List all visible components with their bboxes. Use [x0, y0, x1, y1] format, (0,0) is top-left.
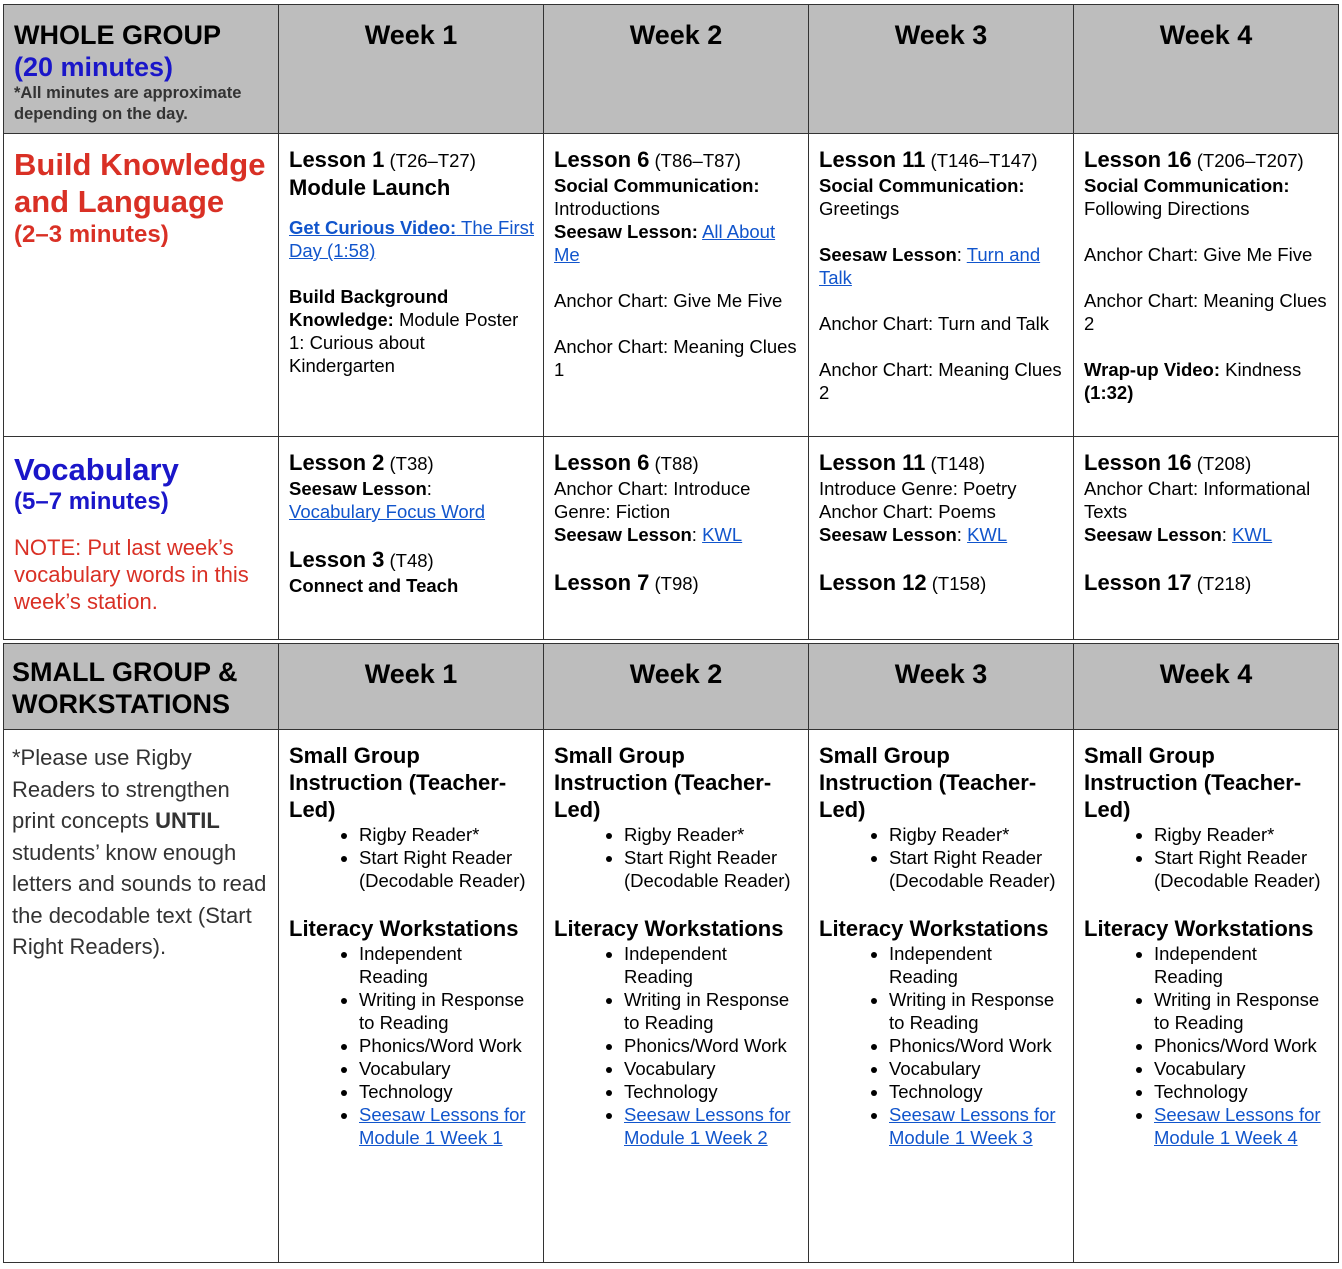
lesson-title: Lesson 12: [819, 570, 927, 595]
seesaw-label: Seesaw Lesson: [554, 524, 692, 545]
list-item: • Phonics/Word Work: [889, 1034, 1064, 1057]
literacy-workstations-title: Literacy Workstations: [819, 916, 1049, 941]
list-item: • Technology: [359, 1080, 534, 1103]
anchor-chart: Anchor Chart: Turn and Talk: [819, 313, 1050, 334]
whole-group-header: [4, 5, 279, 134]
small-group-week-1: [279, 730, 544, 1263]
lesson-title: Lesson 7: [554, 570, 650, 595]
kwl-link[interactable]: KWL: [967, 524, 1008, 545]
social-communication-label: Social Communication:: [554, 175, 760, 196]
anchor-chart: Anchor Chart: Introduce Genre: Fiction: [554, 478, 751, 522]
list-item: • Writing in Response to Reading: [624, 988, 799, 1034]
lesson-pages: (T218): [1191, 573, 1252, 594]
lesson-pages: (T38): [384, 453, 434, 474]
kwl-link[interactable]: KWL: [702, 524, 743, 545]
seesaw-label: Seesaw Lesson: [1084, 524, 1222, 545]
list-item: • Rigby Reader*: [359, 823, 534, 846]
literacy-workstations-list: [1084, 942, 1329, 1149]
small-group-instruction-title: Small Group Instruction (Teacher-Led): [554, 743, 772, 822]
lesson-subtitle: Module Launch: [289, 175, 451, 200]
seesaw-label: Seesaw Lesson: [819, 524, 957, 545]
seesaw-label: Seesaw Lesson: [289, 478, 427, 499]
literacy-workstations-title: Literacy Workstations: [289, 916, 519, 941]
list-item: • Independent Reading: [1154, 942, 1329, 988]
vocab-week-1: [279, 437, 544, 640]
list-item: • Writing in Response to Reading: [889, 988, 1064, 1034]
literacy-workstations-list: [554, 942, 799, 1149]
build-knowledge-label-cell: [4, 134, 279, 437]
lesson-title: Lesson 16: [1084, 450, 1192, 475]
lesson-title: Lesson 16: [1084, 147, 1192, 172]
list-item: • Independent Reading: [359, 942, 534, 988]
social-communication-text: Introductions: [554, 198, 660, 219]
seesaw-colon: :: [691, 524, 703, 545]
seesaw-colon: :: [426, 478, 432, 499]
list-item: • Writing in Response to Reading: [1154, 988, 1329, 1034]
vocabulary-note: NOTE: Put last week’s vocabulary words in this week’s station.: [14, 535, 249, 614]
list-item: • Vocabulary: [359, 1057, 534, 1080]
lesson-pages: (T98): [649, 573, 699, 594]
anchor-chart: Anchor Chart: Give Me Five: [554, 290, 783, 311]
header-row: [4, 5, 1339, 134]
build-week-1: [279, 134, 544, 437]
vocabulary-minutes: (5–7 minutes): [14, 488, 169, 515]
lesson-pages: (T158): [926, 573, 987, 594]
list-item: [624, 1103, 799, 1149]
first-day-video-link[interactable]: The First Day (1:58): [289, 217, 535, 261]
lesson-pages: (T148): [925, 453, 986, 474]
whole-group-table: [3, 4, 1339, 640]
week-3-header: Week 3: [809, 5, 1074, 134]
list-item: • Writing in Response to Reading: [359, 988, 534, 1034]
list-item: • Independent Reading: [624, 942, 799, 988]
seesaw-colon: :: [1221, 524, 1233, 545]
rigby-note-until: UNTIL: [155, 808, 220, 833]
week-2-header: Week 2: [544, 644, 809, 730]
kwl-link[interactable]: KWL: [1232, 524, 1273, 545]
list-item: • Independent Reading: [889, 942, 1064, 988]
small-group-instruction-title: Small Group Instruction (Teacher-Led): [819, 743, 1037, 822]
seesaw-label: Seesaw Lesson:: [554, 221, 698, 242]
vocabulary-title: Vocabulary: [14, 452, 179, 487]
list-item: • Rigby Reader*: [889, 823, 1064, 846]
list-item: [359, 1103, 534, 1149]
lesson-title: Lesson 1: [289, 147, 385, 172]
anchor-chart: Anchor Chart: Poems: [819, 501, 996, 522]
small-group-instruction-list: [819, 823, 1064, 892]
week-3-header: Week 3: [809, 644, 1074, 730]
seesaw-module-link[interactable]: Seesaw Lessons for Module 1 Week 4: [1154, 1104, 1321, 1148]
header-row: [4, 644, 1339, 730]
social-communication-label: Social Communication:: [819, 175, 1025, 196]
small-group-instruction-title: Small Group Instruction (Teacher-Led): [289, 743, 507, 822]
small-group-header: [4, 644, 279, 730]
social-communication-text: Following Directions: [1084, 198, 1250, 219]
week-2-header: Week 2: [544, 5, 809, 134]
background-label: Build Background Knowledge:: [289, 286, 449, 330]
vocab-week-3: [809, 437, 1074, 640]
wrap-up-text: Kindness: [1220, 359, 1302, 380]
seesaw-module-link[interactable]: Seesaw Lessons for Module 1 Week 3: [889, 1104, 1056, 1148]
lesson-title: Lesson 17: [1084, 570, 1192, 595]
list-item: • Technology: [1154, 1080, 1329, 1103]
list-item: • Start Right Reader (Decodable Reader): [889, 846, 1064, 892]
rigby-note: *Please use Rigby Readers to strengthen print concepts: [12, 745, 230, 833]
lesson-pages: (T146–T147): [925, 150, 1038, 171]
vocabulary-focus-word-link[interactable]: Vocabulary Focus Word: [289, 501, 486, 522]
lesson-title: Lesson 11: [819, 147, 926, 172]
small-group-instruction-list: [1084, 823, 1329, 892]
lesson-title: Lesson 6: [554, 450, 650, 475]
lesson-title: Lesson 6: [554, 147, 650, 172]
week-1-header: Week 1: [279, 5, 544, 134]
list-item: • Rigby Reader*: [1154, 823, 1329, 846]
list-item: • Technology: [889, 1080, 1064, 1103]
background-text: Module Poster 1: Curious about Kindergarten: [289, 309, 519, 376]
vocab-week-4: [1074, 437, 1339, 640]
build-week-3: [809, 134, 1074, 437]
anchor-chart: Anchor Chart: Give Me Five: [1084, 244, 1313, 265]
small-group-instruction-list: [554, 823, 799, 892]
list-item: • Start Right Reader (Decodable Reader): [359, 846, 534, 892]
small-group-instruction-list: [289, 823, 534, 892]
vocabulary-label-cell: [4, 437, 279, 640]
anchor-chart: Anchor Chart: Meaning Clues 2: [819, 359, 1062, 403]
social-communication-text: Greetings: [819, 198, 900, 219]
build-week-2: [544, 134, 809, 437]
list-item: • Vocabulary: [624, 1057, 799, 1080]
week-1-header: Week 1: [279, 644, 544, 730]
minutes-note: *All minutes are approximate depending on the day.: [14, 84, 242, 123]
list-item: • Start Right Reader (Decodable Reader): [624, 846, 799, 892]
list-item: [1154, 1103, 1329, 1149]
lesson-pages: (T26–T27): [384, 150, 476, 171]
list-item: • Rigby Reader*: [624, 823, 799, 846]
seesaw-colon: :: [956, 244, 967, 265]
seesaw-module-link[interactable]: Seesaw Lessons for Module 1 Week 2: [624, 1104, 791, 1148]
literacy-workstations-list: [819, 942, 1064, 1149]
build-week-4: [1074, 134, 1339, 437]
lesson-title: Lesson 2: [289, 450, 385, 475]
lesson-pages: (T86–T87): [649, 150, 741, 171]
small-group-instruction-title: Small Group Instruction (Teacher-Led): [1084, 743, 1302, 822]
week-4-header: Week 4: [1074, 644, 1339, 730]
anchor-chart: Anchor Chart: Informational Texts: [1084, 478, 1311, 522]
social-communication-label: Social Communication:: [1084, 175, 1290, 196]
lesson-title: Lesson 11: [819, 450, 926, 475]
wrap-up-label: Wrap-up Video:: [1084, 359, 1221, 380]
week-4-header: Week 4: [1074, 5, 1339, 134]
build-knowledge-minutes: (2–3 minutes): [14, 221, 169, 248]
whole-group-minutes: (20 minutes): [14, 52, 174, 82]
build-knowledge-row: [4, 134, 1339, 437]
seesaw-colon: :: [956, 524, 968, 545]
build-knowledge-title: Build Knowledge and Language: [14, 147, 266, 219]
small-group-week-4: [1074, 730, 1339, 1263]
lesson-pages: (T208): [1191, 453, 1252, 474]
rigby-note-rest: students’ know enough letters and sounds to read the decodable text (Start Right Readers).: [12, 839, 267, 959]
seesaw-label: Seesaw Lesson: [819, 244, 957, 265]
lesson-title: Lesson 3: [289, 547, 385, 572]
seesaw-module-link[interactable]: Seesaw Lessons for Module 1 Week 1: [359, 1104, 526, 1148]
small-group-row: [4, 730, 1339, 1263]
list-item: • Phonics/Word Work: [624, 1034, 799, 1057]
turn-and-talk-link[interactable]: Turn and Talk: [819, 244, 1041, 288]
small-group-title: SMALL GROUP & WORKSTATIONS: [12, 657, 238, 719]
list-item: [889, 1103, 1064, 1149]
vocabulary-row: [4, 437, 1339, 640]
get-curious-video-link[interactable]: Get Curious Video:: [289, 217, 457, 238]
literacy-workstations-list: [289, 942, 534, 1149]
list-item: • Phonics/Word Work: [359, 1034, 534, 1057]
small-group-week-2: [544, 730, 809, 1263]
list-item: • Start Right Reader (Decodable Reader): [1154, 846, 1329, 892]
literacy-workstations-title: Literacy Workstations: [554, 916, 784, 941]
small-group-table: [3, 643, 1339, 1263]
wrap-up-time: (1:32): [1084, 382, 1134, 403]
lesson-subtitle: Connect and Teach: [289, 575, 459, 596]
list-item: • Technology: [624, 1080, 799, 1103]
anchor-chart: Anchor Chart: Meaning Clues 1: [554, 336, 797, 380]
vocab-week-2: [544, 437, 809, 640]
list-item: • Vocabulary: [889, 1057, 1064, 1080]
lesson-pages: (T88): [649, 453, 699, 474]
list-item: • Vocabulary: [1154, 1057, 1329, 1080]
small-group-week-3: [809, 730, 1074, 1263]
lesson-pages: (T206–T207): [1191, 150, 1304, 171]
genre-line: Introduce Genre: Poetry: [819, 478, 1017, 499]
list-item: • Phonics/Word Work: [1154, 1034, 1329, 1057]
whole-group-title: WHOLE GROUP: [14, 20, 221, 50]
rigby-note-cell: [4, 730, 279, 1263]
anchor-chart: Anchor Chart: Meaning Clues 2: [1084, 290, 1327, 334]
lesson-pages: (T48): [384, 550, 434, 571]
literacy-workstations-title: Literacy Workstations: [1084, 916, 1314, 941]
all-about-me-link[interactable]: All About Me: [554, 221, 776, 265]
